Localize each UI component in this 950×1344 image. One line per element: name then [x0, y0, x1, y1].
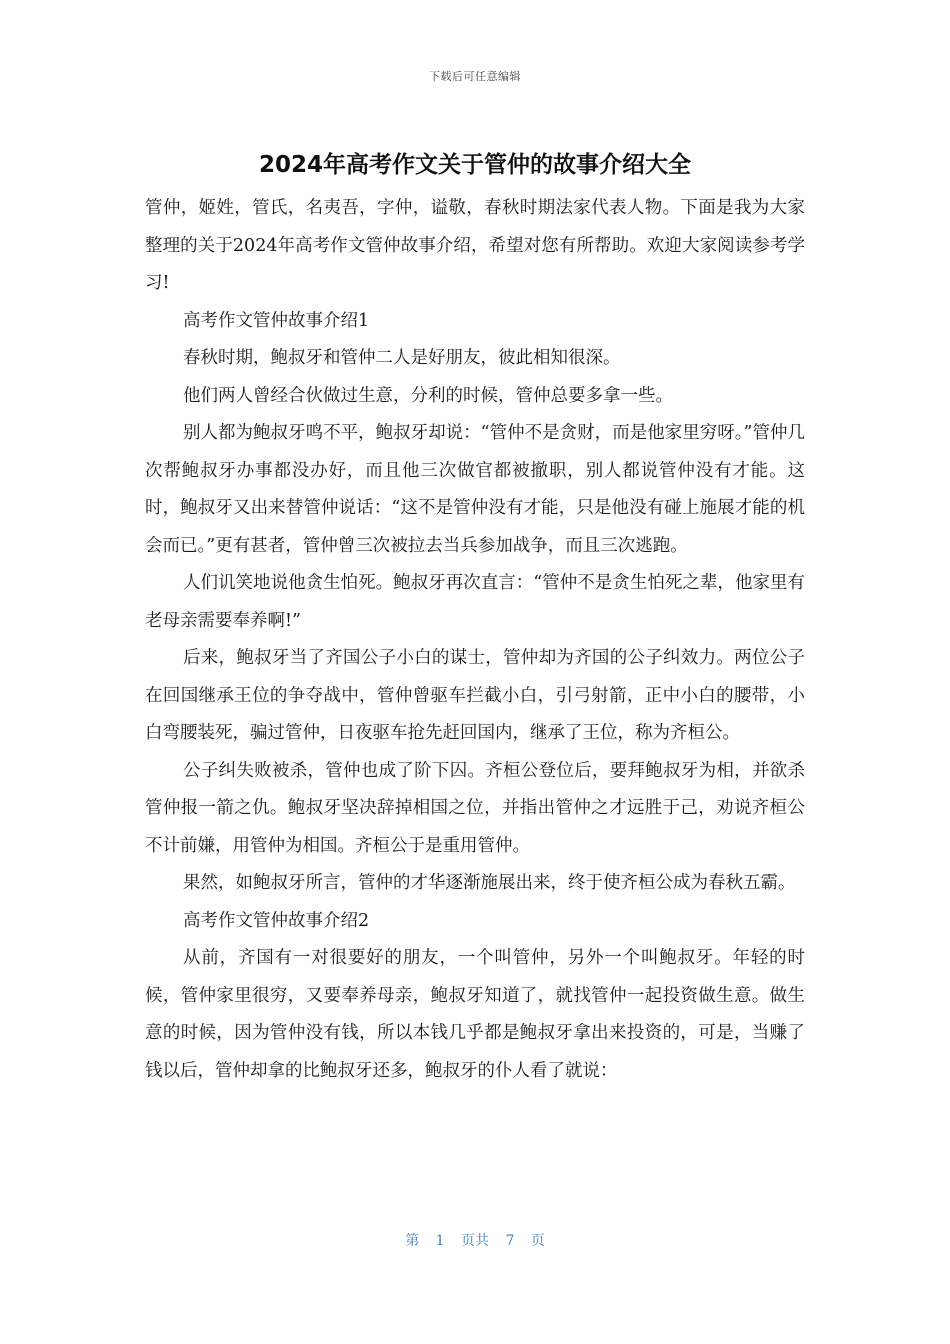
body-paragraph: 人们讥笑地说他贪生怕死。鲍叔牙再次直言：“管仲不是贪生怕死之辈，他家里有老母亲需要奉养啊!” — [145, 573, 805, 631]
page-title: 2024年高考作文关于管仲的故事介绍大全 — [258, 152, 691, 178]
body-paragraph: 春秋时期，鲍叔牙和管仲二人是好朋友，彼此相知很深。 — [183, 348, 621, 368]
body-paragraph: 后来，鲍叔牙当了齐国公子小白的谋士，管仲却为齐国的公子纠效力。两位公子在回国继承王位的争夺战中，管仲曾驱车拦截小白，引弓射箭，正中小白的腰带，小白弯腰装死，骗过管仲，日夜驱车抢先赶回国内，继承了王位，称为齐桓公。 — [145, 648, 805, 743]
body-paragraph: 他们两人曾经合伙做过生意，分利的时候，管仲总要多拿一些。 — [183, 385, 673, 406]
body-paragraph: 公子纠失败被杀，管仲也成了阶下囚。齐桓公登位后，要拜鲍叔牙为相，并欲杀管仲报一箭之仇。鲍叔牙坚决辞掉相国之位，并指出管仲之才远胜于己，劝说齐桓公不计前嫌，用管仲为相国。齐桓公于是重用管仲。 — [145, 760, 805, 856]
body-paragraph: 果然，如鲍叔牙所言，管仲的才华逐渐施展出来，终于使齐桓公成为春秋五霸。 — [183, 873, 796, 893]
page-footer: 第 1 页共 7 页 — [405, 1233, 545, 1249]
intro-paragraph: 管仲，姬姓，管氏，名夷吾，字仲，谥敬，春秋时期法家代表人物。下面是我为大家整理的关于2024年高考作文管仲故事介绍，希望对您有所帮助。欢迎大家阅读参考学习! — [145, 198, 805, 293]
section-heading-2: 高考作文管仲故事介绍2 — [183, 910, 370, 931]
header-note: 下载后可任意编辑 — [429, 70, 521, 83]
body-paragraph: 别人都为鲍叔牙鸣不平，鲍叔牙却说：“管仲不是贪财，而是他家里穷呀。”管仲几次帮鲍叔牙办事都没办好，而且他三次做官都被撤职，别人都说管仲没有才能。这时，鲍叔牙又出来替管仲说话：“这不是管仲没有才能，只是他没有碰上施展才能的机会而已。”更有甚者，管仲曾三次被拉去当兵参加战争，而且三次逃跑。 — [145, 423, 805, 556]
section-heading-1: 高考作文管仲故事介绍1 — [183, 310, 370, 331]
body-paragraph: 从前，齐国有一对很要好的朋友，一个叫管仲，另外一个叫鲍叔牙。年轻的时候，管仲家里很穷，又要奉养母亲，鲍叔牙知道了，就找管仲一起投资做生意。做生意的时候，因为管仲没有钱，所以本钱几乎都是鲍叔牙拿出来投资的，可是，当赚了钱以后，管仲却拿的比鲍叔牙还多，鲍叔牙的仆人看了就说： — [145, 948, 805, 1081]
document-body — [145, 190, 805, 1090]
